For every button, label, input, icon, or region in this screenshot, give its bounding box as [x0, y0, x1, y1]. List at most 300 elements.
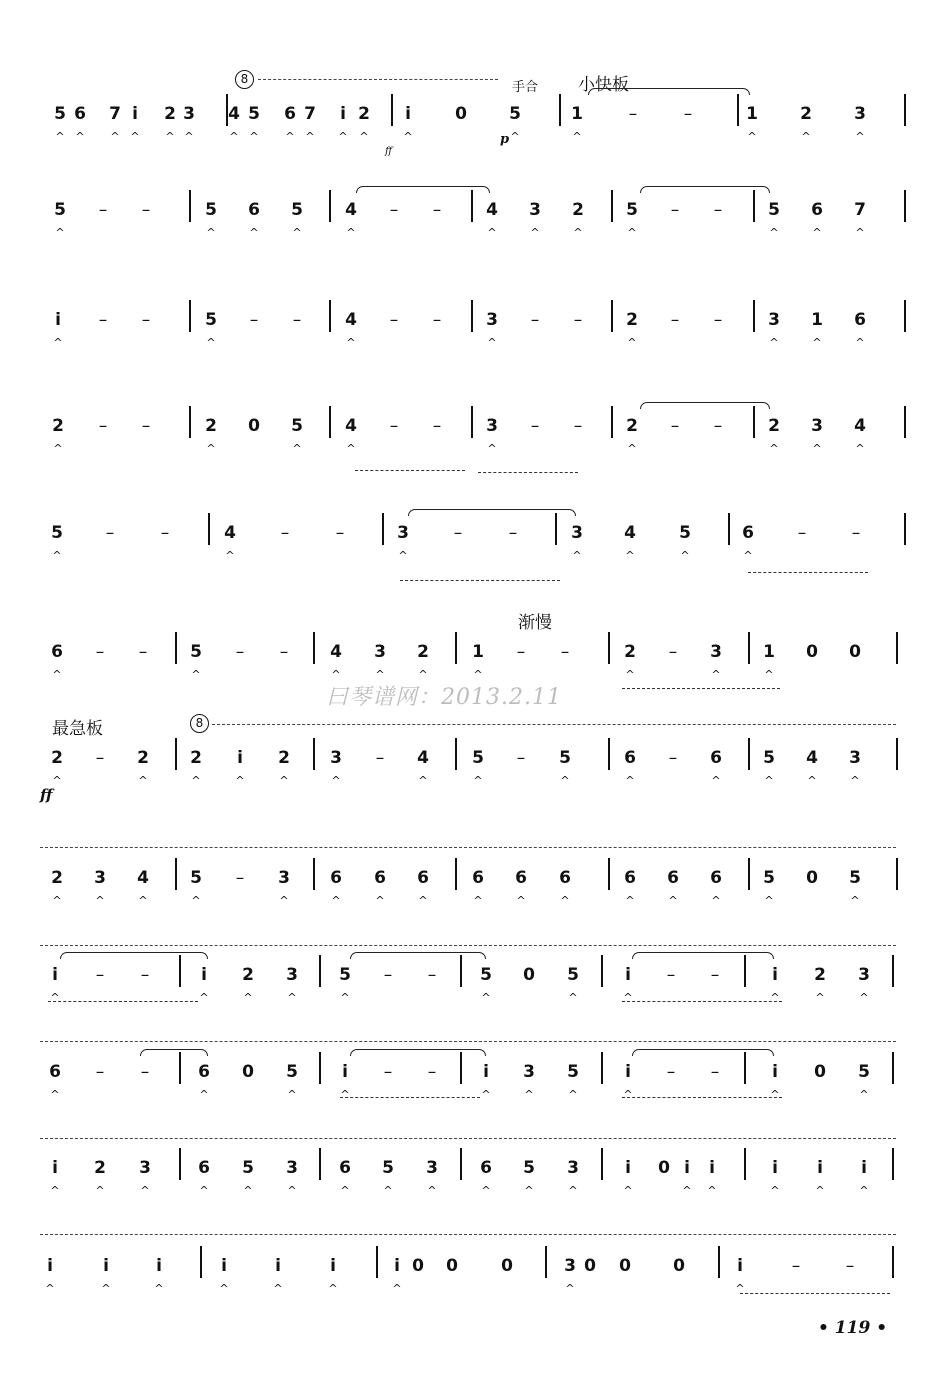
note: 6	[472, 868, 484, 888]
duration-dash: –	[249, 310, 259, 330]
pick-mark: ^	[418, 774, 428, 787]
pick-mark: ^	[340, 1088, 350, 1101]
pick-mark: ^	[287, 991, 297, 1004]
pick-mark: ^	[487, 442, 497, 455]
pick-mark: ^	[249, 130, 259, 143]
bar-line	[744, 1052, 746, 1084]
pick-mark: ^	[225, 549, 235, 562]
pick-mark: ^	[75, 130, 85, 143]
note: 5	[559, 748, 571, 768]
note: 6	[49, 1062, 61, 1082]
note: 2	[94, 1158, 106, 1178]
duration-dash: –	[668, 748, 678, 768]
pick-mark: ^	[229, 130, 239, 143]
note: 3	[564, 1256, 576, 1276]
note: 6	[198, 1062, 210, 1082]
bar-line	[892, 1148, 894, 1180]
pick-mark: ^	[340, 991, 350, 1004]
note: 2	[51, 748, 63, 768]
pick-mark: ^	[375, 894, 385, 907]
note: 2	[800, 104, 812, 124]
duration-dash: –	[95, 1062, 105, 1082]
note: 4	[806, 748, 818, 768]
bar-line	[896, 858, 898, 890]
note: 5	[480, 965, 492, 985]
duration-dash: –	[141, 416, 151, 436]
note: 5	[626, 200, 638, 220]
octave-dashed-line-5	[40, 1041, 896, 1042]
note: 7	[304, 104, 316, 124]
pick-mark: ^	[627, 226, 637, 239]
bar-line	[471, 190, 473, 222]
note: 2	[768, 416, 780, 436]
note: 4	[228, 104, 240, 124]
note: i	[52, 965, 58, 985]
bar-line	[611, 406, 613, 438]
pick-mark: ^	[565, 1282, 575, 1295]
duration-dash: –	[530, 416, 540, 436]
duration-dash: –	[335, 523, 345, 543]
note: 6	[248, 200, 260, 220]
bar-line	[175, 632, 177, 664]
pick-mark: ^	[487, 336, 497, 349]
pick-mark: ^	[138, 774, 148, 787]
bar-line	[455, 632, 457, 664]
pick-mark: ^	[855, 226, 865, 239]
note: 3	[486, 416, 498, 436]
pick-mark: ^	[627, 336, 637, 349]
shouhe-label: 手合	[512, 80, 539, 95]
bar-line	[748, 738, 750, 770]
pick-mark: ^	[516, 894, 526, 907]
bar-line	[179, 1052, 181, 1084]
note: 6	[667, 868, 679, 888]
bar-line	[455, 858, 457, 890]
note: 3	[330, 748, 342, 768]
pick-mark: ^	[623, 991, 633, 1004]
bar-line	[892, 1052, 894, 1084]
pick-mark: ^	[481, 1088, 491, 1101]
octave-dashed-line-2	[212, 724, 896, 725]
pick-mark: ^	[769, 226, 779, 239]
duration-dash: –	[138, 642, 148, 662]
note: 2	[626, 310, 638, 330]
duration-dash: –	[670, 310, 680, 330]
note: 5	[858, 1062, 870, 1082]
pick-mark: ^	[55, 226, 65, 239]
duration-dash: –	[683, 104, 693, 124]
note: 5	[205, 310, 217, 330]
note: 5	[768, 200, 780, 220]
pick-mark: ^	[855, 442, 865, 455]
note: 4	[330, 642, 342, 662]
pick-mark: ^	[855, 336, 865, 349]
note: 3	[523, 1062, 535, 1082]
duration-dash: –	[160, 523, 170, 543]
duration-dash: –	[453, 523, 463, 543]
bar-line	[892, 1246, 894, 1278]
pick-mark: ^	[199, 1088, 209, 1101]
pick-mark: ^	[764, 774, 774, 787]
duration-dash: –	[95, 748, 105, 768]
note: 3	[571, 523, 583, 543]
note: 5	[286, 1062, 298, 1082]
duration-dash: –	[98, 416, 108, 436]
pick-mark: ^	[50, 991, 60, 1004]
pick-mark: ^	[191, 894, 201, 907]
note: 6	[417, 868, 429, 888]
note: 3	[286, 1158, 298, 1178]
pick-mark: ^	[625, 668, 635, 681]
tie	[632, 952, 774, 959]
pick-mark: ^	[427, 1184, 437, 1197]
note: 3	[139, 1158, 151, 1178]
octave-dashed-line-4	[40, 945, 896, 946]
note: 5	[509, 104, 521, 124]
pick-mark: ^	[398, 549, 408, 562]
note: 3	[426, 1158, 438, 1178]
note: 5	[339, 965, 351, 985]
note: 3	[854, 104, 866, 124]
note: i	[275, 1256, 281, 1276]
note: i	[709, 1158, 715, 1178]
tie	[140, 1049, 208, 1056]
tie	[350, 952, 486, 959]
pick-mark: ^	[191, 668, 201, 681]
note: 4	[224, 523, 236, 543]
note: 5	[190, 642, 202, 662]
duration-dash: –	[98, 310, 108, 330]
pick-mark: ^	[243, 1184, 253, 1197]
duration-dash: –	[516, 642, 526, 662]
bar-line	[179, 955, 181, 987]
note: i	[772, 1158, 778, 1178]
bar-line	[559, 94, 561, 126]
pick-mark: ^	[769, 442, 779, 455]
note: 1	[811, 310, 823, 330]
pick-mark: ^	[50, 1088, 60, 1101]
note: 6	[515, 868, 527, 888]
bar-line	[471, 406, 473, 438]
duration-dash: –	[383, 965, 393, 985]
pick-mark: ^	[165, 130, 175, 143]
note: i	[861, 1158, 867, 1178]
pick-mark: ^	[392, 1282, 402, 1295]
duration-dash: –	[791, 1256, 801, 1276]
note: 3	[374, 642, 386, 662]
pick-mark: ^	[52, 774, 62, 787]
pick-mark: ^	[199, 991, 209, 1004]
pick-mark: ^	[560, 774, 570, 787]
duration-dash: –	[432, 200, 442, 220]
pick-mark: ^	[273, 1282, 283, 1295]
note: 5	[523, 1158, 535, 1178]
pick-mark: ^	[331, 894, 341, 907]
note: 6	[480, 1158, 492, 1178]
bar-line	[611, 190, 613, 222]
note: 3	[278, 868, 290, 888]
pick-mark: ^	[747, 130, 757, 143]
note: i	[405, 104, 411, 124]
note: 6	[51, 642, 63, 662]
note: i	[772, 1062, 778, 1082]
bar-line	[608, 858, 610, 890]
bar-line	[179, 1148, 181, 1180]
pick-mark: ^	[859, 991, 869, 1004]
pick-mark: ^	[249, 226, 259, 239]
pick-mark: ^	[287, 1088, 297, 1101]
bar-line	[753, 406, 755, 438]
note: 5	[849, 868, 861, 888]
bar-line	[748, 858, 750, 890]
bar-line	[608, 632, 610, 664]
note: 0	[412, 1256, 424, 1276]
bar-line	[892, 955, 894, 987]
tie	[60, 952, 208, 959]
page-number: • 119 •	[818, 1318, 888, 1338]
pick-mark: ^	[52, 668, 62, 681]
bar-line	[329, 406, 331, 438]
duration-dash: –	[95, 642, 105, 662]
pick-mark: ^	[859, 1184, 869, 1197]
pick-mark: ^	[711, 668, 721, 681]
pick-mark: ^	[680, 549, 690, 562]
octave-dashed-line-6	[40, 1138, 896, 1139]
note: 2	[51, 868, 63, 888]
pick-mark: ^	[292, 226, 302, 239]
pick-mark: ^	[801, 130, 811, 143]
note: 4	[417, 748, 429, 768]
note: 3	[529, 200, 541, 220]
pick-mark: ^	[206, 226, 216, 239]
pick-mark: ^	[807, 774, 817, 787]
note: 1	[571, 104, 583, 124]
pick-mark: ^	[243, 991, 253, 1004]
pick-mark: ^	[568, 1088, 578, 1101]
pick-mark: ^	[45, 1282, 55, 1295]
pick-mark: ^	[305, 130, 315, 143]
tie	[408, 509, 576, 516]
note: 4	[486, 200, 498, 220]
duration-dash: –	[628, 104, 638, 124]
duration-dash: –	[95, 965, 105, 985]
note: 5	[382, 1158, 394, 1178]
bar-line	[313, 738, 315, 770]
note: 5	[190, 868, 202, 888]
pick-mark: ^	[850, 774, 860, 787]
bar-line	[382, 513, 384, 545]
bar-line	[896, 632, 898, 664]
pick-mark: ^	[668, 894, 678, 907]
note: i	[394, 1256, 400, 1276]
pick-mark: ^	[764, 668, 774, 681]
tremolo-line	[740, 1293, 890, 1295]
bar-line	[175, 738, 177, 770]
octave-dashed-line-3	[40, 847, 896, 848]
bar-line	[460, 1148, 462, 1180]
duration-dash: –	[280, 523, 290, 543]
duration-dash: –	[670, 416, 680, 436]
duration-dash: –	[845, 1256, 855, 1276]
bar-line	[904, 94, 906, 126]
duration-dash: –	[710, 965, 720, 985]
note: 3	[397, 523, 409, 543]
pick-mark: ^	[279, 774, 289, 787]
octave-dashed-line	[258, 79, 498, 80]
note: 0	[806, 868, 818, 888]
note: i	[103, 1256, 109, 1276]
tremolo-line	[622, 1001, 782, 1003]
duration-dash: –	[432, 310, 442, 330]
note: 2	[358, 104, 370, 124]
note: 5	[54, 104, 66, 124]
bar-line	[545, 1246, 547, 1278]
pick-mark: ^	[52, 894, 62, 907]
duration-dash: –	[851, 523, 861, 543]
duration-dash: –	[516, 748, 526, 768]
note: 6	[811, 200, 823, 220]
bar-line	[313, 632, 315, 664]
bar-line	[175, 858, 177, 890]
note: 0	[658, 1158, 670, 1178]
bar-line	[896, 738, 898, 770]
duration-dash: –	[427, 1062, 437, 1082]
pick-mark: ^	[481, 1184, 491, 1197]
pick-mark: ^	[338, 130, 348, 143]
bar-line	[460, 1052, 462, 1084]
pick-mark: ^	[623, 1088, 633, 1101]
duration-dash: –	[140, 965, 150, 985]
note: 5	[567, 965, 579, 985]
pick-mark: ^	[850, 894, 860, 907]
bar-line	[455, 738, 457, 770]
duration-dash: –	[375, 748, 385, 768]
pick-mark: ^	[138, 894, 148, 907]
pick-mark: ^	[418, 894, 428, 907]
duration-dash: –	[383, 1062, 393, 1082]
duration-dash: –	[389, 310, 399, 330]
note: 2	[814, 965, 826, 985]
pick-mark: ^	[769, 336, 779, 349]
note: 6	[710, 748, 722, 768]
note: 6	[374, 868, 386, 888]
pick-mark: ^	[55, 130, 65, 143]
bar-line	[611, 300, 613, 332]
note: 2	[242, 965, 254, 985]
dynamic-p: p	[500, 132, 510, 147]
pick-mark: ^	[340, 1184, 350, 1197]
bar-line	[601, 1052, 603, 1084]
note: 3	[94, 868, 106, 888]
tremolo-line	[622, 1097, 782, 1099]
note: 6	[710, 868, 722, 888]
duration-dash: –	[573, 310, 583, 330]
octave-mark-circle-2: 8	[190, 714, 209, 733]
pick-mark: ^	[487, 226, 497, 239]
note: i	[625, 1158, 631, 1178]
note: i	[737, 1256, 743, 1276]
note: 0	[619, 1256, 631, 1276]
note: i	[330, 1256, 336, 1276]
note: 5	[51, 523, 63, 543]
note: 5	[291, 416, 303, 436]
bar-line	[753, 300, 755, 332]
duration-dash: –	[573, 416, 583, 436]
note: 4	[345, 310, 357, 330]
note: 6	[339, 1158, 351, 1178]
pick-mark: ^	[130, 130, 140, 143]
pick-mark: ^	[375, 668, 385, 681]
duration-dash: –	[666, 1062, 676, 1082]
pick-mark: ^	[346, 226, 356, 239]
note: 5	[205, 200, 217, 220]
bar-line	[608, 738, 610, 770]
pick-mark: ^	[331, 668, 341, 681]
pick-mark: ^	[627, 442, 637, 455]
pick-mark: ^	[403, 130, 413, 143]
bar-line	[904, 513, 906, 545]
pick-mark: ^	[346, 336, 356, 349]
note: i	[625, 1062, 631, 1082]
pick-mark: ^	[235, 774, 245, 787]
duration-dash: –	[141, 200, 151, 220]
pick-mark: ^	[473, 894, 483, 907]
tempo-marking-xiaokuaiban: 小快板	[578, 75, 629, 95]
pick-mark: ^	[815, 991, 825, 1004]
bar-line	[376, 1246, 378, 1278]
pick-mark: ^	[285, 130, 295, 143]
duration-dash: –	[668, 642, 678, 662]
duration-dash: –	[105, 523, 115, 543]
pick-mark: ^	[184, 130, 194, 143]
bar-line	[319, 1052, 321, 1084]
tie	[640, 186, 770, 193]
pick-mark: ^	[219, 1282, 229, 1295]
note: 5	[763, 748, 775, 768]
note: 1	[472, 642, 484, 662]
duration-dash: –	[432, 416, 442, 436]
pick-mark: ^	[625, 549, 635, 562]
pick-mark: ^	[140, 1184, 150, 1197]
note: i	[625, 965, 631, 985]
note: 6	[330, 868, 342, 888]
tempo-marking-zuijiban: 最急板	[52, 719, 103, 739]
note: 3	[858, 965, 870, 985]
pick-mark: ^	[572, 549, 582, 562]
note: i	[47, 1256, 53, 1276]
pick-mark: ^	[292, 442, 302, 455]
pick-mark: ^	[770, 1184, 780, 1197]
pick-mark: ^	[623, 1184, 633, 1197]
pick-mark: ^	[346, 442, 356, 455]
pick-mark: ^	[206, 442, 216, 455]
note: 0	[242, 1062, 254, 1082]
note: 2	[624, 642, 636, 662]
note: i	[156, 1256, 162, 1276]
bar-line	[189, 406, 191, 438]
dynamic-ff-small: ff	[385, 146, 393, 157]
pick-mark: ^	[560, 894, 570, 907]
pick-mark: ^	[812, 442, 822, 455]
octave-mark-circle: 8	[235, 70, 254, 89]
tremolo-line	[622, 688, 780, 690]
note: 2	[278, 748, 290, 768]
bar-line	[329, 300, 331, 332]
note: 3	[486, 310, 498, 330]
note: 7	[109, 104, 121, 124]
note: 4	[854, 416, 866, 436]
pick-mark: ^	[95, 1184, 105, 1197]
